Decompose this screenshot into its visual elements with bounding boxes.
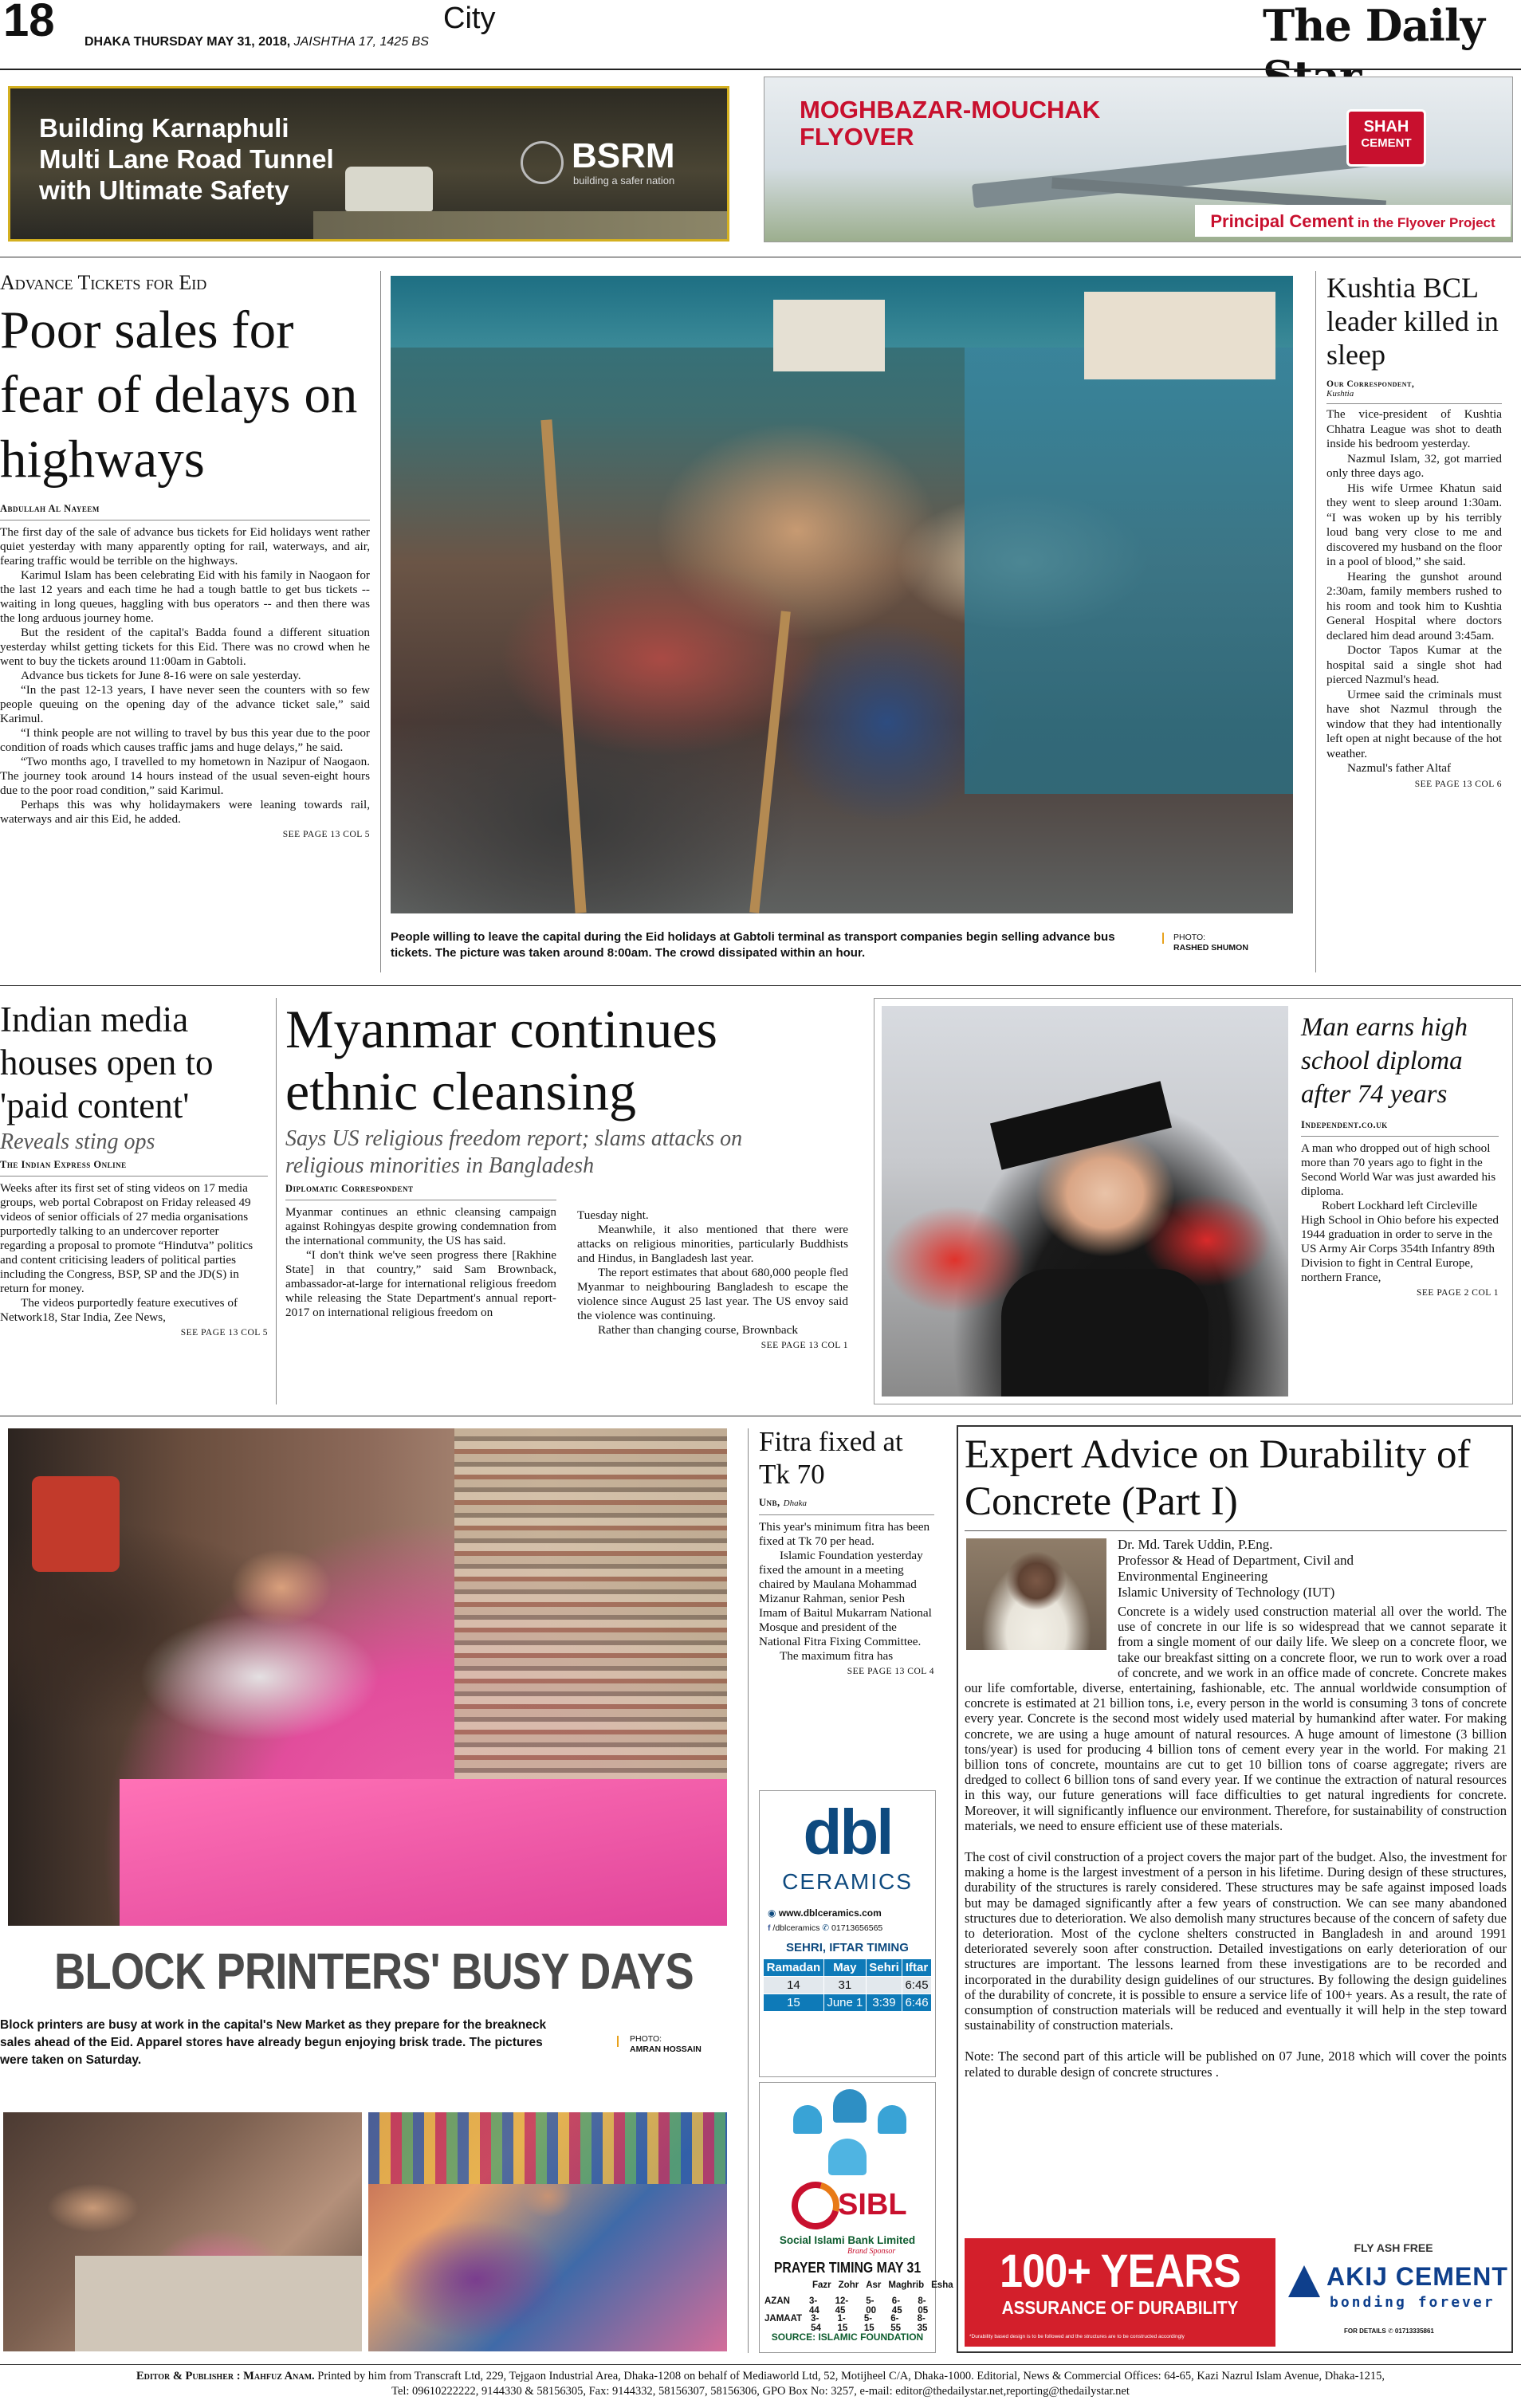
- advertorial-title: Expert Advice on Durability of Concrete (Part I): [965, 1432, 1471, 1524]
- tunnel-road-graphic: [313, 211, 728, 242]
- column-header: Iftar: [902, 1959, 932, 1977]
- table-cell: 15: [764, 1994, 824, 2012]
- table-cell: [866, 1977, 902, 1994]
- dbl-timing-title: SEHRI, IFTAR TIMING: [763, 1941, 932, 1954]
- myanmar-jump: SEE PAGE 13 COL 1: [760, 1341, 848, 1350]
- shah-cement-ad: [764, 77, 1513, 242]
- diploma-body: [1301, 1141, 1499, 1285]
- sibl-brand: SIBL: [838, 2188, 907, 2221]
- kushtia-headline: Kushtia BCL leader killed in sleep: [1326, 272, 1499, 371]
- table-cell: 6:46: [902, 1994, 932, 2012]
- clothing-rack-graphic: [368, 2112, 727, 2184]
- prayer-header: Maghrib: [888, 2280, 925, 2290]
- bamboo-pole-graphic: [540, 419, 586, 913]
- prayer-time: 5-00: [866, 2296, 876, 2316]
- shah-footer-rest: in the Flyover Project: [1354, 215, 1495, 230]
- imprint: [0, 2369, 1521, 2399]
- imprint-editor: Editor & Publisher : Mahfuz Anam.: [136, 2370, 315, 2382]
- paragraph: A man who dropped out of high school more than 70 years ago to fight in the Second World War was just awarded his diploma.: [1301, 1141, 1496, 1198]
- main-photo-caption: People willing to leave the capital during the Eid holidays at Gabtoli terminal as transport companies begin selling advance bus tickets. The picture was taken around 8:00am. The crowd dissipated within an hour.: [391, 930, 1115, 960]
- section-rule: [0, 985, 1521, 986]
- details-label: FOR DETAILS: [1344, 2327, 1386, 2335]
- story-tickets: [0, 271, 370, 839]
- media-subhead: Reveals sting ops: [0, 1129, 155, 1154]
- fitra-byline-line: [759, 1495, 934, 1510]
- shah-logo-line2: CEMENT: [1361, 136, 1412, 150]
- block-printers-headline: BLOCK PRINTERS' BUSY DAYS: [54, 1943, 694, 2000]
- diploma-jump: SEE PAGE 2 COL 1: [1417, 1288, 1499, 1298]
- paragraph: Robert Lockhard left Circleville High School in Ohio before his expected 1944 graduation in order to serve in the US Army Air Corps 354th Infantry 89th Division to fight in Central Europe, northern France,: [1301, 1199, 1499, 1284]
- fitra-jump: SEE PAGE 13 COL 4: [847, 1667, 934, 1676]
- column-header: Ramadan: [764, 1959, 824, 1977]
- paragraph: The videos purportedly feature executives of Network18, Star India, Zee News,: [0, 1296, 238, 1324]
- prayer-time: 1-15: [837, 2314, 848, 2333]
- mortarboard-graphic: [990, 1081, 1172, 1169]
- dbl-website: [768, 1907, 882, 1919]
- paragraph: Meanwhile, it also mentioned that there were attacks on religious minorities, particularly Buddhists and Hindus, in Bangladesh last year.: [577, 1223, 848, 1265]
- block-printer-photo-small-1: [3, 2112, 362, 2351]
- jamaat-row: [764, 2314, 935, 2333]
- paragraph: Urmee said the criminals must have shot Nazmul through the window that they had intentionally left open at night because of the hot weather.: [1326, 687, 1502, 760]
- fitra-dateline: Dhaka: [783, 1499, 807, 1508]
- page-number: 18: [3, 0, 55, 46]
- tunnel-car-graphic: [345, 167, 433, 211]
- tickets-body: [0, 525, 370, 827]
- credit-name: RASHED SHUMON: [1173, 943, 1248, 953]
- prayer-time: 12-45: [835, 2296, 849, 2316]
- column-header: Sehri: [866, 1959, 902, 1977]
- tickets-jump: SEE PAGE 13 COL 5: [282, 830, 370, 839]
- myanmar-col-2: [577, 1183, 848, 1350]
- dbl-brand: dbl: [803, 1797, 892, 1868]
- myanmar-body-2: [577, 1208, 848, 1338]
- block-printer-photo-small-2: [368, 2112, 727, 2351]
- shah-footer: [1195, 205, 1511, 237]
- myanmar-col-1: [285, 1183, 556, 1350]
- bsrm-ad: [8, 86, 729, 242]
- kushtia-body: [1326, 407, 1502, 776]
- bsrm-logo-icon: [521, 141, 564, 184]
- imprint-line-1: [0, 2369, 1521, 2384]
- dateline-date: DHAKA THURSDAY MAY 31, 2018,: [84, 35, 294, 49]
- ramadan-table-wrap: [763, 1958, 932, 2012]
- credit-divider: [617, 2036, 619, 2047]
- diploma-byline: Independent.co.uk: [1301, 1119, 1388, 1130]
- dbl-social: [768, 1923, 882, 1933]
- sibl-name: Social Islami Bank Limited: [779, 2234, 916, 2246]
- credit-divider: [1162, 933, 1164, 944]
- author-title-1: Professor & Head of Department, Civil and: [1118, 1553, 1354, 1568]
- paragraph: Doctor Tapos Kumar at the hospital said a single shot had pierced Nazmul's head.: [1326, 643, 1502, 686]
- author-name: Dr. Md. Tarek Uddin, P.Eng.: [1118, 1537, 1273, 1552]
- prayer-header: Asr: [866, 2280, 882, 2290]
- paragraph: Islamic Foundation yesterday fixed the amount in a meeting chaired by Maulana Mohammad Mizanur Rahman, senior Pesh Imam of Baitul Mukarram National Mosque and president of the National Fitra Fixing Committee.: [759, 1549, 932, 1648]
- paragraph: Karimul Islam has been celebrating Eid with his family in Naogaon for the last 12 years and each time he had a tough battle to get bus tickets -- waiting in long queues, haggling with bus operators -- and then there was the long arduous journey home.: [0, 568, 370, 625]
- block-printers-caption-block: [0, 2017, 727, 2069]
- paragraph: “I think people are not willing to travel by bus this year due to the poor condition of roads which causes traffic jams and huge delays,” he said.: [0, 726, 370, 754]
- bsrm-brand: BSRM: [572, 136, 675, 175]
- story-kushtia: [1326, 271, 1502, 789]
- block-printers-caption: Block printers are busy at work in the capital's New Market as they prepare for the breakneck sales ahead of the Eid. Apparel stores have already begun enjoying brisk trade. The pictures were taken on Saturday.: [0, 2018, 547, 2067]
- diploma-headline: Man earns high school diploma after 74 years: [1301, 1013, 1468, 1109]
- mosque-dome-icon: [828, 2139, 867, 2175]
- credit-name: AMRAN HOSSAIN: [630, 2045, 702, 2054]
- media-body: [0, 1181, 268, 1325]
- table-row: [764, 1994, 932, 2012]
- kushtia-byline-rule: [1326, 403, 1502, 404]
- graduate-photo: [882, 1006, 1288, 1396]
- column-rule: [380, 271, 381, 972]
- paragraph: The maximum fitra has: [780, 1649, 894, 1663]
- tickets-kicker: Advance Tickets for Eid: [0, 271, 207, 294]
- media-headline: Indian media houses open to 'paid content': [0, 1000, 214, 1125]
- paragraph: Myanmar continues an ethnic cleansing campaign against Rohingyas despite growing condemnation from the international community, the US has said.: [285, 1205, 556, 1247]
- paragraph: “In the past 12-13 years, I have never seen the counters with so few people queuing on the opening day of the advance ticket sale,” said Karimul.: [0, 683, 370, 725]
- akij-tag: bonding forever: [1330, 2294, 1495, 2311]
- counter-wall-graphic: [965, 348, 1293, 794]
- fitra-byline-rule: [759, 1514, 934, 1515]
- prayer-title: PRAYER TIMING MAY 31: [773, 2260, 922, 2276]
- prayer-time: 6-55: [890, 2314, 902, 2333]
- story-media: [0, 998, 268, 1338]
- table-cell: 31: [823, 1977, 866, 1994]
- tickets-headline: Poor sales for fear of delays on highways: [0, 301, 358, 489]
- main-photo-caption-block: [391, 929, 1293, 961]
- fitra-headline: Fitra fixed at Tk 70: [759, 1426, 903, 1490]
- author-block: [1118, 1537, 1508, 1601]
- dbl-facebook: /dblceramics: [772, 1923, 820, 1933]
- bsrm-tagline: building a safer nation: [573, 175, 675, 187]
- prayer-source: SOURCE: ISLAMIC FOUNDATION: [771, 2331, 924, 2343]
- advertorial-paragraph-2: The cost of civil construction of a project covers the major part of the budget. Also, the investment for making a home is the largest investment of a person in his lifetime. During design of these structures, durability of the structures is rarely considered. These structures may be safe against imposed loads but may be damaged significantly after a few years of construction. We can see many abandoned structures due to deterioration. We also demolish many structures because of the concern of safety due to deterioration. Most of the cyclone shelters constructed in Bangladesh in and around 1991 deteriorated severely soon after construction. Detailed investigations on early deterioration of our structures are important. The lessons learned from these investigations are to be recorded and incorporated in the durability design guidelines of our structures. By following the design guidelines of the durability of concrete, it is possible to ensure a service life of 100+ years. As a result, the rate of consumption of construction materials will be reduced and eventually it will help in the step toward sustainability of construction materials.: [965, 1849, 1507, 2033]
- myanmar-body-1: [285, 1205, 556, 1320]
- section-name: City: [443, 2, 496, 35]
- myanmar-headline: Myanmar continues ethnic cleansing: [285, 999, 717, 1122]
- print-table-graphic: [75, 2256, 362, 2351]
- main-photo-credit: [1173, 933, 1248, 953]
- paragraph: Nazmul's father Altaf: [1347, 761, 1452, 775]
- dbl-phone: 01713656565: [831, 1923, 883, 1933]
- paragraph: The first day of the sale of advance bus tickets for Eid holidays went rather quiet yesterday with many apparently opting for rail, waterways, and air, fearing traffic would be terrible on the highways.: [0, 525, 370, 568]
- paragraph: Advance bus tickets for June 8-16 were on sale yesterday.: [21, 669, 301, 682]
- media-byline: The Indian Express Online: [0, 1159, 127, 1170]
- table-cell: 6:45: [902, 1977, 932, 1994]
- media-byline-rule: [0, 1176, 268, 1177]
- paragraph: This year's minimum fitra has been fixed at Tk 70 per head.: [759, 1520, 930, 1548]
- paragraph: Nazmul Islam, 32, got married only three days ago.: [1326, 451, 1502, 480]
- dateline: [84, 35, 429, 49]
- paragraph: Weeks after its first set of sting videos on 17 media groups, web portal Cobrapost on Friday released 49 videos of senior officials of 27 media organisations purportedly talking to an undercover reporter regarding a proposal to promote “Hindutva” politics and content criticising leaders of political parties including the Congress, BSP, SP and the JD(S) in return for money.: [0, 1181, 254, 1295]
- column-rule: [748, 1428, 749, 2353]
- shah-footer-bold: Principal Cement: [1210, 211, 1354, 231]
- shah-cement-logo: [1346, 109, 1426, 167]
- story-diploma: [1301, 1011, 1499, 1298]
- akij-emblem-icon: [1288, 2265, 1320, 2297]
- prayer-header: Zohr: [838, 2280, 859, 2290]
- table-cell: 14: [764, 1977, 824, 1994]
- poster-graphic: [773, 300, 885, 371]
- story-fitra: [759, 1425, 934, 1676]
- prayer-time: 3-54: [811, 2314, 821, 2333]
- prayer-headers: [812, 2280, 953, 2290]
- fabric-stack-graphic: [454, 1428, 727, 1795]
- prayer-header: Fazr: [812, 2280, 831, 2290]
- bsrm-logo: [521, 138, 720, 194]
- table-cell: 3:39: [866, 1994, 902, 2012]
- phone-icon: ✆: [1387, 2327, 1393, 2335]
- prayer-time: 8-05: [918, 2296, 929, 2316]
- table-cell: June 1: [823, 1994, 866, 2012]
- kushtia-byline: Our Correspondent,: [1326, 379, 1415, 389]
- advertorial-body: [965, 1604, 1507, 2080]
- details-phone: 01713335861: [1394, 2327, 1434, 2335]
- azan-label: AZAN: [764, 2296, 790, 2306]
- mosque-dome-icon: [878, 2105, 906, 2134]
- sibl-tag: Brand Sponsor: [847, 2247, 896, 2256]
- dbl-ad: [759, 1790, 936, 2077]
- myanmar-byline: Diplomatic Correspondent: [285, 1183, 414, 1194]
- footer-rule: [0, 2364, 1521, 2365]
- author-title-3: Islamic University of Technology (IUT): [1118, 1585, 1335, 1600]
- masthead: [0, 0, 1521, 69]
- bamboo-pole-graphic: [749, 611, 791, 913]
- paragraph: The vice-president of Kushtia Chhatra League was shot to death inside his bedroom yesterday.: [1326, 407, 1502, 450]
- paragraph: The report estimates that about 680,000 people fled Myanmar to neighbouring Bangladesh to escape the violence since August 25 last year. The US envoy said the violence was continuing.: [577, 1266, 848, 1322]
- phone-icon: ✆: [822, 1923, 830, 1933]
- mosque-dome-icon: [833, 2089, 867, 2123]
- prayer-time: 8-35: [917, 2314, 928, 2333]
- column-header: May: [823, 1959, 866, 1977]
- paper-logo: The Daily: [1263, 0, 1484, 51]
- prayer-time: 6-45: [891, 2296, 902, 2316]
- column-rule: [1315, 271, 1316, 972]
- dateline-bangla: JAISHTHA 17, 1425 BS: [293, 35, 429, 49]
- akij-brand: AKIJ CEMENT: [1326, 2262, 1508, 2291]
- durability-banner: [965, 2238, 1275, 2347]
- gabtoli-crowd-photo: [391, 276, 1293, 913]
- banner-fine: *Durability based design is to be followed and the structures are to be constructed accordingly: [969, 2334, 1185, 2339]
- poster-graphic: [1084, 292, 1275, 379]
- story-myanmar: [285, 998, 848, 1350]
- shah-logo-line1: SHAH: [1363, 118, 1409, 136]
- imprint-printer: Printed by him from Transcraft Ltd, 229, Tejgaon Industrial Area, Dhaka-1208 on behalf of Mediaworld Ltd, 52, Motijheel C/A, Dhaka-1000. Editorial, News & Commercial Offices: 64-65, Kazi Nazrul Islam Avenue, Dhaka-1215,: [314, 2370, 1385, 2382]
- sibl-ad: [759, 2082, 953, 2353]
- advertorial-title-rule: [965, 1530, 1507, 1531]
- author-title-2: Environmental Engineering: [1118, 1569, 1268, 1584]
- akij-logo-box: [1277, 2238, 1510, 2347]
- jamaat-label: JAMAAT: [764, 2314, 803, 2324]
- table-row: [764, 1977, 932, 1994]
- prayer-time: 5-15: [863, 2314, 874, 2333]
- tickets-byline: Abdullah Al Nayeem: [0, 503, 100, 514]
- prayer-header: Esha: [931, 2280, 953, 2290]
- diploma-byline-rule: [1301, 1136, 1499, 1137]
- block-printer-photo-main: [8, 1428, 727, 1926]
- credit-label: PHOTO:: [630, 2034, 662, 2044]
- bsrm-headline: Building Karnaphuli Multi Lane Road Tunnel with Ultimate Safety: [39, 113, 334, 205]
- paragraph: But the resident of the capital's Badda found a different situation yesterday whilst getting tickets for this Eid. There was no crowd when he went to buy the tickets around 11:00am in Gabtoli.: [0, 626, 370, 668]
- imprint-line-2: Tel: 09610222222, 9144330 & 58156305, Fax: 9144332, 58156307, 58156306, GPO Box No: 3257, e-mail: editor@thedailystar.net,reporting@thedailystar.net: [391, 2385, 1130, 2398]
- myanmar-columns: [285, 1183, 848, 1350]
- pink-fabric-graphic: [120, 1779, 727, 1926]
- mosque-dome-icon: [793, 2105, 822, 2134]
- advertorial-note: Note: The second part of this article will be published on 07 June, 2018 which will cover the points related to durable design of concrete structures .: [965, 2049, 1507, 2080]
- akij-advertorial: [957, 1425, 1513, 2353]
- paragraph: “I don't think we've seen progress there [Rakhine State] in that country,” said Sam Brownback, ambassador-at-large for international religious freedom while releasing the State Department's annual report-2017 on international religious freedom on: [285, 1248, 556, 1319]
- prayer-time: 3-44: [809, 2296, 819, 2316]
- dbl-website-text: www.dblceramics.com: [778, 1907, 882, 1919]
- banner-sub: ASSURANCE OF DURABILITY: [1001, 2297, 1239, 2318]
- fitra-byline: Unb,: [759, 1497, 780, 1508]
- fly-ash-label: FLY ASH FREE: [1354, 2241, 1433, 2254]
- akij-details: [1344, 2327, 1434, 2335]
- masthead-rule: [0, 69, 1521, 70]
- paragraph: “Two months ago, I travelled to my hometown in Nazipur of Naogaon. The journey took around 14 hours instead of the usual seven-eight hours due to the poor road condition,” said Karimul.: [0, 755, 370, 797]
- azan-row: [764, 2296, 935, 2316]
- gown-graphic: [1001, 1269, 1209, 1396]
- ramadan-timing-table: [763, 1958, 932, 2012]
- paragraph: Perhaps this was why holidaymakers were leaning towards rail, waterways and air this Eid, he added.: [0, 798, 370, 826]
- kushtia-dateline: Kushtia: [1326, 389, 1354, 399]
- myanmar-subhead: Says US religious freedom report; slams attacks on religious minorities in Bangladesh: [285, 1126, 743, 1178]
- fitra-body: [759, 1520, 934, 1664]
- float-spacer: [965, 1604, 1118, 1666]
- paragraph: His wife Urmee Khatun said they went to sleep around 1:30am. “I was woken up by his terribly loud bang very close to me and discovered my husband on the floor in a pool of blood,” she said.: [1326, 481, 1502, 568]
- paragraph: Tuesday night.: [577, 1208, 649, 1222]
- column-rule: [276, 998, 277, 1404]
- media-jump: SEE PAGE 13 COL 5: [180, 1328, 268, 1338]
- advertorial-paragraph-1: Concrete is a widely used construction material all over the world. The use of concrete in our life is so widespread that we cannot separate it from a single moment of our daily life. We sleep on a concrete floor, we take our breakfast sitting on a concrete floor, we run to work over a road of concrete, and we work in an office made of concrete. Concrete makes our life comfortable, diverse, entertaining, fashionable, etc. The annual worldwide consumption of concrete is estimated at 21 billion tons, i.e, every person in the world is consuming 3 tons of concrete every year. Concrete is the second most widely used material by humankind after water. For making concrete, we are using a huge amount of natural resources. A huge amount of limestone (3 billion tons/year) is used for producing 4 billion tons of cement every year in the world. For making 21 billion tons of concrete, mountains are cut to get 10 billion tons of coarse aggregate; rivers are dredged to collect 6 billion tons of sand every year. If we continue the extraction of natural resources in this way, our future generations will face difficulties to get natural ingredients for concrete. Moreover, it will significantly influence our environment. Therefore, for sustainability of construction materials, we need to ensure efficient use of these materials.: [965, 1604, 1507, 1833]
- tshirt-display-graphic: [32, 1476, 120, 1572]
- paragraph: Hearing the gunshot around 2:30am, family members rushed to his room and took him to Kushtia General Hospital where doctors declared him dead around 3:45am.: [1326, 569, 1502, 642]
- globe-icon: ◉: [768, 1907, 776, 1919]
- paragraph: Rather than changing course, Brownback: [598, 1323, 798, 1337]
- flyover-headline: MOGHBAZAR-MOUCHAK FLYOVER: [800, 96, 1101, 151]
- block-printers-credit: [630, 2034, 702, 2055]
- table-header-row: [764, 1959, 932, 1977]
- kushtia-jump: SEE PAGE 13 COL 6: [1414, 779, 1502, 789]
- banner-big: 100+ YEARS: [999, 2245, 1240, 2297]
- facebook-icon: f: [768, 1923, 771, 1933]
- credit-label: PHOTO:: [1173, 933, 1206, 942]
- dbl-brand-sub: CERAMICS: [782, 1869, 913, 1894]
